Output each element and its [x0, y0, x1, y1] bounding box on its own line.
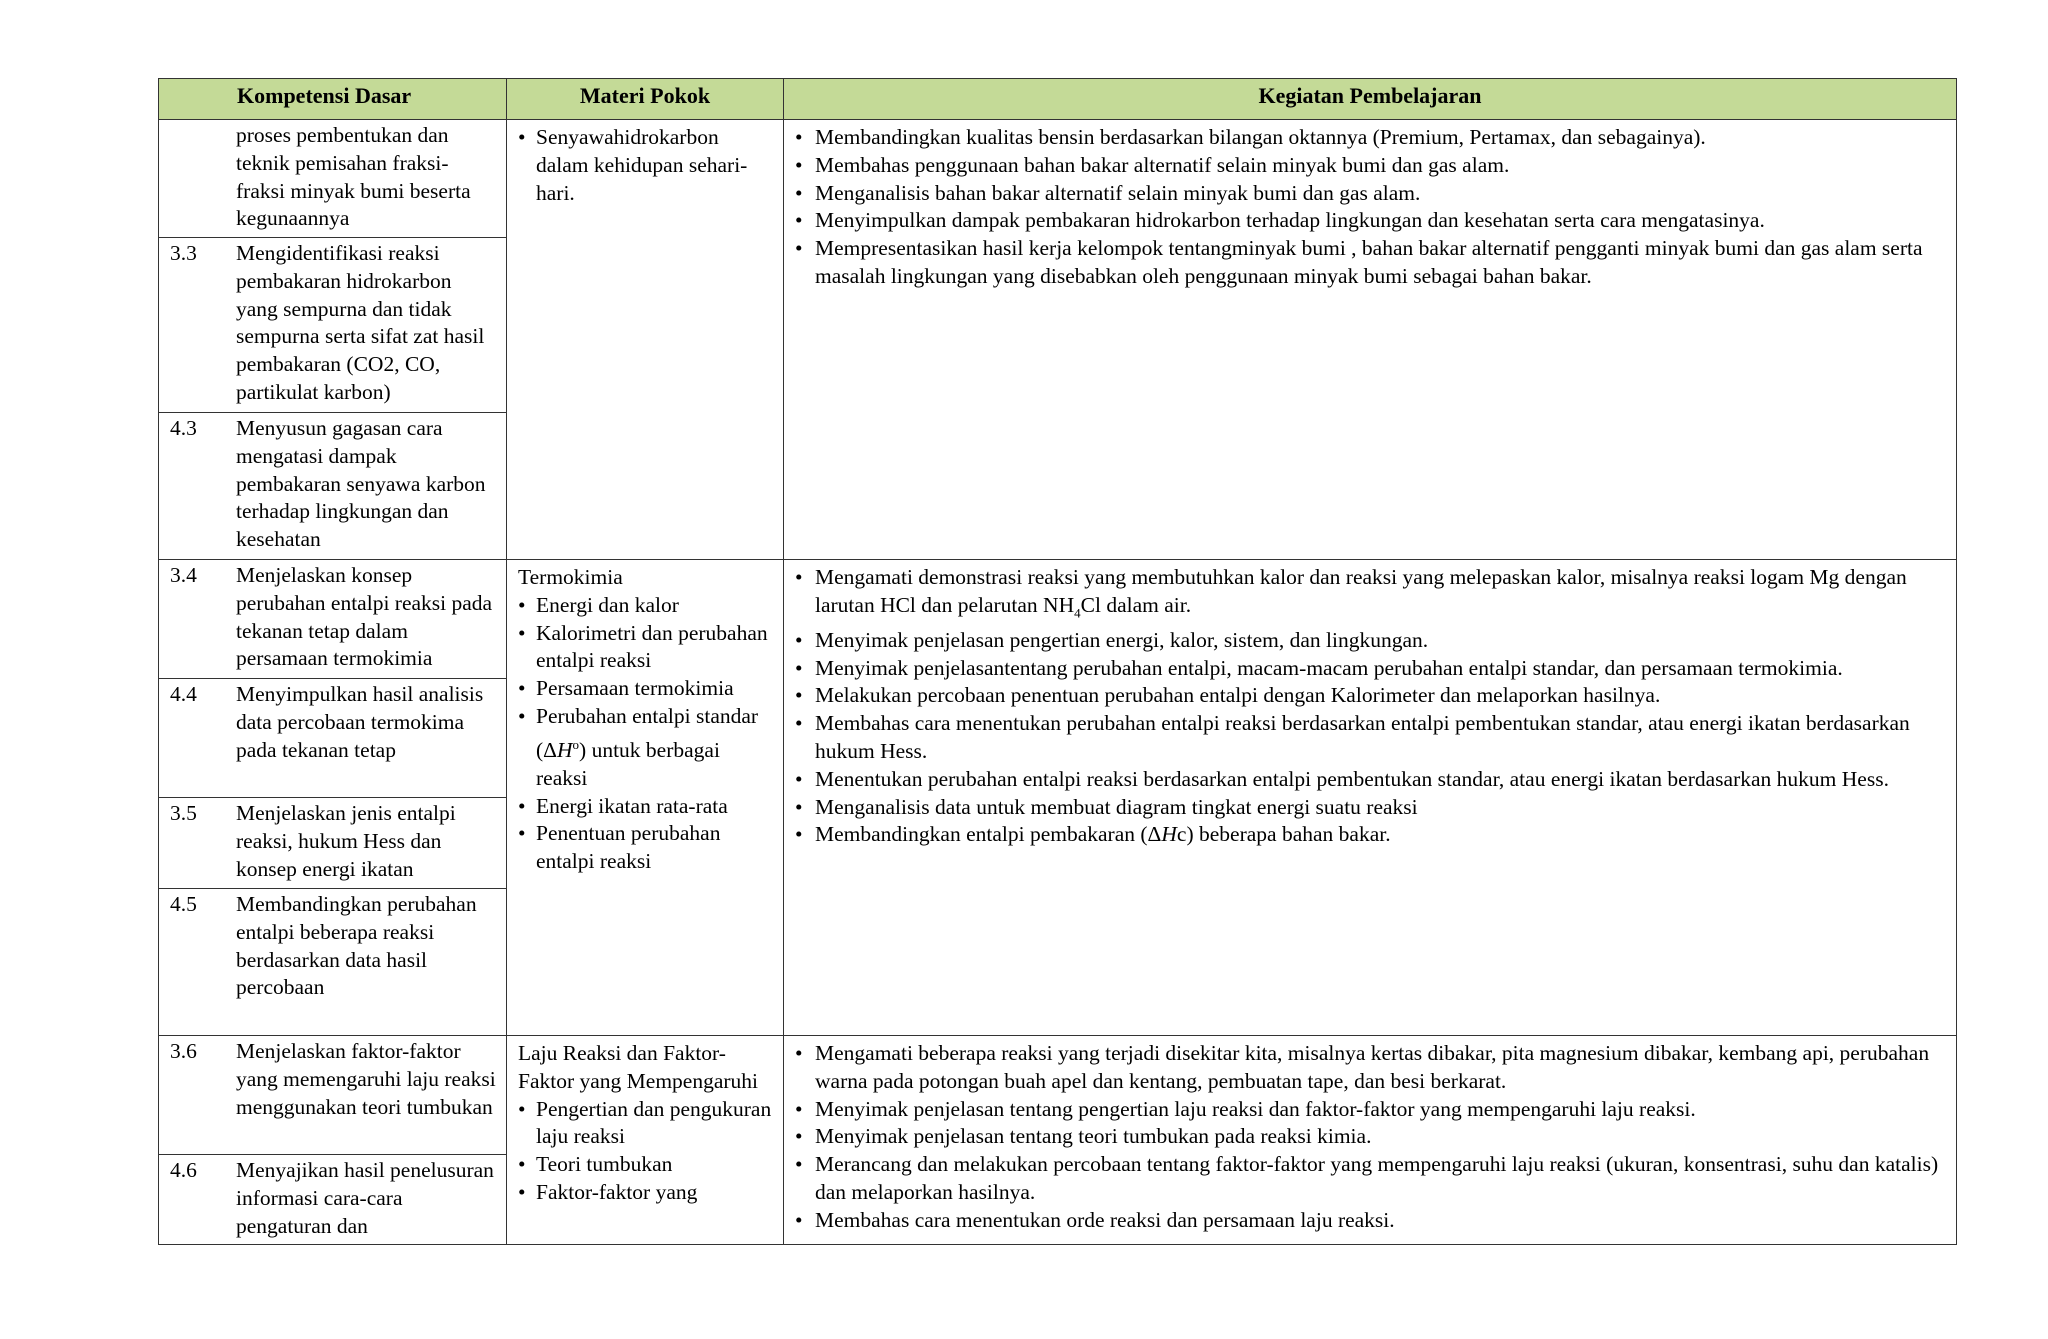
materi-item: • Energi ikatan rata-rata	[518, 793, 773, 821]
table-row	[159, 1036, 1957, 1155]
table-row	[159, 120, 1957, 238]
kegiatan-item: • Melakukan percobaan penentuan perubahan entalpi dengan Kalorimeter dan melaporkan hasilnya.	[795, 682, 1946, 710]
kd-cell	[159, 1155, 507, 1245]
kd-number: 3.5	[170, 801, 197, 825]
kd-text: proses pembentukan dan teknik pemisahan fraksi-fraksi minyak bumi beserta kegunaannya	[236, 123, 471, 231]
kd-cell	[159, 413, 507, 560]
materi-item: • Senyawahidrokarbon dalam kehidupan sehari-hari.	[518, 124, 773, 207]
table-header-row	[159, 79, 1957, 120]
kd-text: Mengidentifikasi reaksi pembakaran hidrokarbon yang sempurna dan tidak sempurna serta sifat zat hasil pembakaran (CO2, CO, partikulat karbon)	[236, 241, 485, 404]
kegiatan-item: • Mengamati demonstrasi reaksi yang membutuhkan kalor dan reaksi yang melepaskan kalor, misalnya reaksi logam Mg dengan larutan HCl dan pelarutan $NH_4Cl$ dalam air.	[795, 564, 1946, 627]
kd-cell	[159, 679, 507, 798]
kegiatan-item: • Membahas cara menentukan orde reaksi dan persamaan laju reaksi.	[795, 1207, 1946, 1235]
kegiatan-item: • Menganalisis bahan bakar alternatif selain minyak bumi dan gas alam.	[795, 180, 1946, 208]
kd-cell	[159, 1036, 507, 1155]
kegiatan-item: • Menyimak penjelasan tentang teori tumbukan pada reaksi kimia.	[795, 1123, 1946, 1151]
kd-cell	[159, 238, 507, 413]
kegiatan-item: • Membahas penggunaan bahan bakar alternatif selain minyak bumi dan gas alam.	[795, 152, 1946, 180]
kd-text: Menyimpulkan hasil analisis data percobaan termokima pada tekanan tetap	[236, 682, 484, 762]
kd-text: Menyajikan hasil penelusuran informasi cara-cara pengaturan dan	[236, 1158, 494, 1238]
header-kegiatan-pembelajaran: Kegiatan Pembelajaran	[784, 79, 1957, 120]
materi-item: • Pengertian dan pengukuran laju reaksi	[518, 1096, 773, 1152]
kegiatan-item: • Menyimak penjelasan tentang pengertian laju reaksi dan faktor-faktor yang mempengaruhi laju reaksi.	[795, 1096, 1946, 1124]
kd-text: Menjelaskan konsep perubahan entalpi reaksi pada tekanan tetap dalam persamaan termokimia	[236, 563, 493, 671]
kd-number: 4.3	[170, 416, 197, 440]
kd-number: 4.5	[170, 892, 197, 916]
materi-cell	[507, 120, 784, 560]
kegiatan-item: • Menyimak penjelasantentang perubahan entalpi, macam-macam perubahan entalpi standar, dan persamaan termokimia.	[795, 655, 1946, 683]
kd-number: 3.6	[170, 1039, 197, 1063]
header-kompetensi-dasar: Kompetensi Dasar	[159, 79, 507, 120]
kegiatan-item: • Menyimak penjelasan pengertian energi, kalor, sistem, dan lingkungan.	[795, 627, 1946, 655]
materi-title: Termokimia	[518, 565, 623, 589]
kd-text: Menjelaskan faktor-faktor yang memengaruhi laju reaksi menggunakan teori tumbukan	[236, 1039, 496, 1119]
kd-number: 3.4	[170, 563, 197, 587]
materi-item: • Energi dan kalor	[518, 592, 773, 620]
kegiatan-item: • Mempresentasikan hasil kerja kelompok tentangminyak bumi , bahan bakar alternatif pengganti minyak bumi dan gas alam serta masalah lingkungan yang disebabkan oleh penggunaan minyak bumi sebagai bahan bakar.	[795, 235, 1946, 291]
kd-number: 4.6	[170, 1158, 197, 1182]
kegiatan-item: • Mengamati beberapa reaksi yang terjadi disekitar kita, misalnya kertas dibakar, pita magnesium dibakar, kembang api, perubahan warna pada potongan buah apel dan kentang, pembuatan tape, dan besi berkarat.	[795, 1040, 1946, 1096]
kegiatan-item: • Menyimpulkan dampak pembakaran hidrokarbon terhadap lingkungan dan kesehatan serta cara mengatasinya.	[795, 207, 1946, 235]
kegiatan-item: • Menentukan perubahan entalpi reaksi berdasarkan entalpi pembentukan standar, atau energi ikatan berdasarkan hukum Hess.	[795, 766, 1946, 794]
kegiatan-item: • Membandingkan kualitas bensin berdasarkan bilangan oktannya (Premium, Pertamax, dan sebagainya).	[795, 124, 1946, 152]
kd-number: 4.4	[170, 682, 197, 706]
curriculum-table	[158, 78, 1957, 1245]
materi-cell	[507, 1036, 784, 1245]
kd-cell	[159, 798, 507, 889]
header-materi-pokok: Materi Pokok	[507, 79, 784, 120]
kd-text: Menjelaskan jenis entalpi reaksi, hukum Hess dan konsep energi ikatan	[236, 801, 456, 881]
kd-text: Menyusun gagasan cara mengatasi dampak pembakaran senyawa karbon terhadap lingkungan dan kesehatan	[236, 416, 486, 552]
kd-number	[170, 122, 236, 233]
curriculum-table-page	[158, 78, 1957, 1245]
materi-item: • Teori tumbukan	[518, 1151, 773, 1179]
kd-cell	[159, 560, 507, 679]
materi-item: • Perubahan entalpi standar $(\Delta H^o)$ untuk berbagai reaksi	[518, 703, 773, 793]
materi-item: • Persamaan termokimia	[518, 675, 773, 703]
kd-text: Membandingkan perubahan entalpi beberapa reaksi berdasarkan data hasil percobaan	[236, 892, 477, 1000]
table-row	[159, 560, 1957, 679]
kegiatan-cell	[784, 120, 1957, 560]
materi-cell	[507, 560, 784, 1036]
materi-item: • Kalorimetri dan perubahan entalpi reaksi	[518, 620, 773, 676]
kegiatan-item: • Membandingkan entalpi pembakaran (ΔHc) beberapa bahan bakar.	[795, 821, 1946, 849]
kd-cell	[159, 889, 507, 1036]
materi-title: Laju Reaksi dan Faktor-Faktor yang Mempengaruhi	[518, 1041, 759, 1093]
kegiatan-item: • Membahas cara menentukan perubahan entalpi reaksi berdasarkan entalpi pembentukan standar, atau energi ikatan berdasarkan hukum Hess.	[795, 710, 1946, 766]
kegiatan-cell	[784, 1036, 1957, 1245]
materi-item: • Penentuan perubahan entalpi reaksi	[518, 820, 773, 876]
kegiatan-cell	[784, 560, 1957, 1036]
kd-cell	[159, 120, 507, 238]
kegiatan-item: • Merancang dan melakukan percobaan tentang faktor-faktor yang mempengaruhi laju reaksi (ukuran, konsentrasi, suhu dan katalis) dan melaporkan hasilnya.	[795, 1151, 1946, 1207]
materi-item: • Faktor-faktor yang	[518, 1179, 773, 1207]
kegiatan-item: • Menganalisis data untuk membuat diagram tingkat energi suatu reaksi	[795, 794, 1946, 822]
kd-number: 3.3	[170, 241, 197, 265]
